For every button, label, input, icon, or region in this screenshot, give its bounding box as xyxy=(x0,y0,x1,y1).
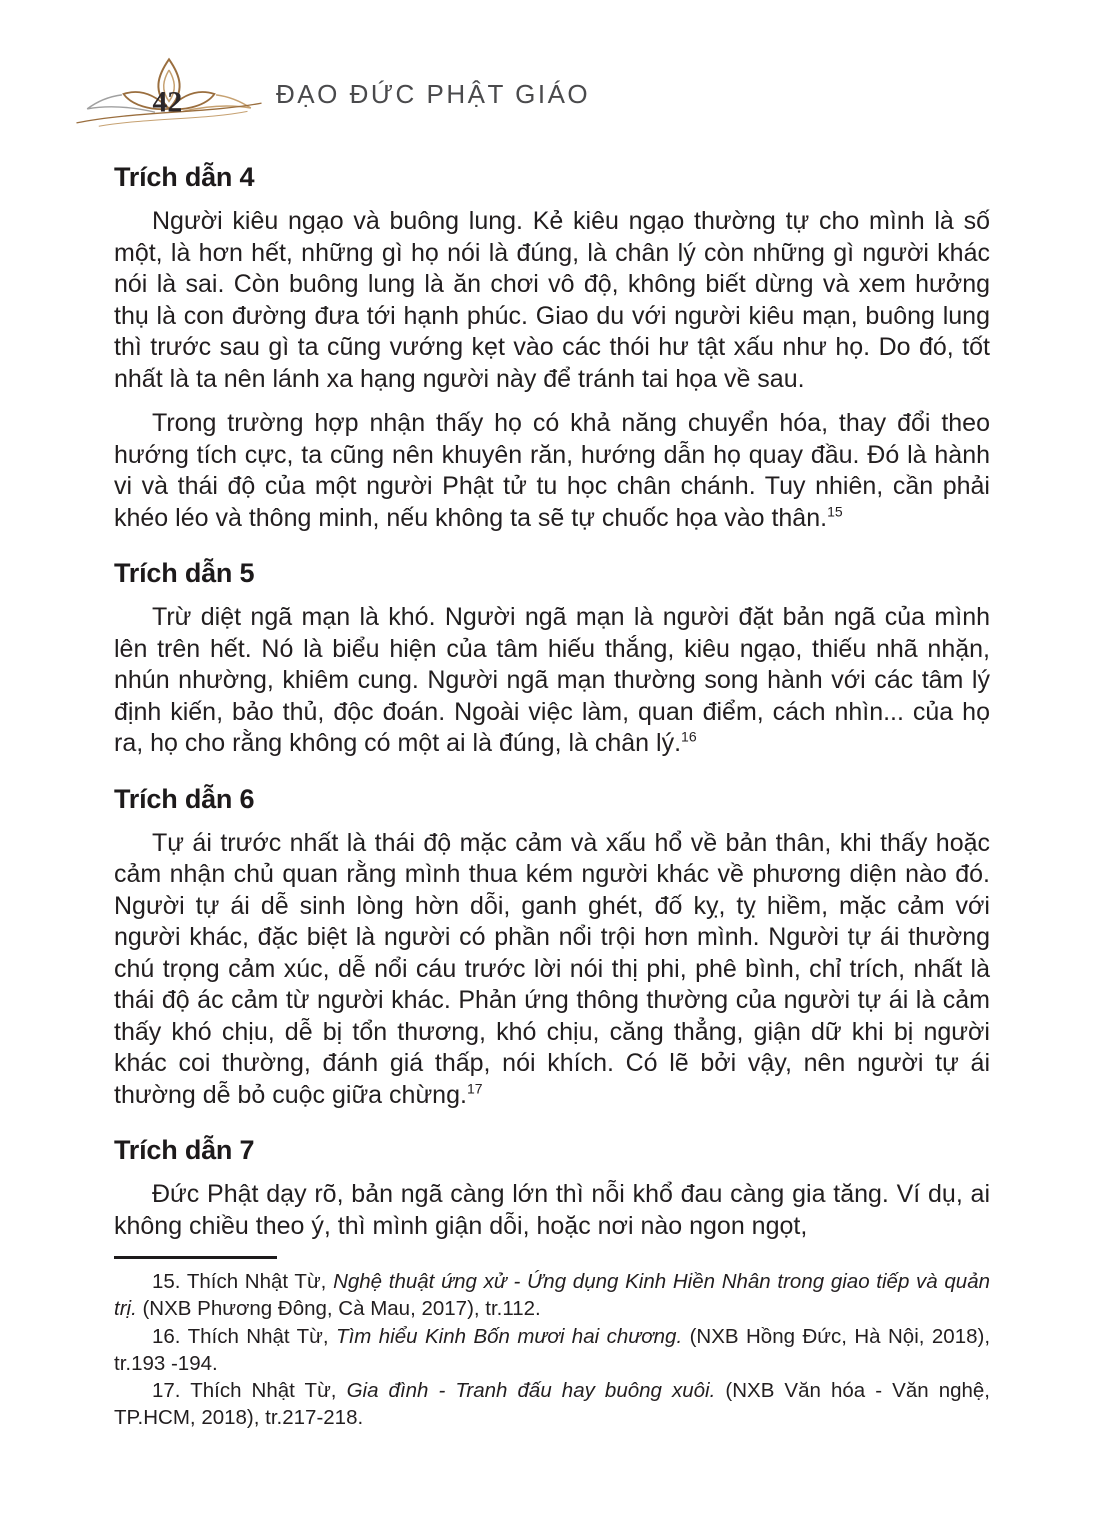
footnote-15 xyxy=(114,1268,990,1323)
section-heading-trich-dan-7: Trích dẫn 7 xyxy=(114,1135,255,1165)
body-paragraph xyxy=(114,828,990,1112)
section-heading-trich-dan-6: Trích dẫn 6 xyxy=(114,783,255,814)
paragraph-text: Đức Phật dạy rõ, bản ngã càng lớn thì nỗi khổ đau càng gia tăng. Ví dụ, ai không chiều theo ý, thì mình giận dỗi, hoặc nơi nào ngon ngọt, xyxy=(114,1180,990,1240)
footnote-author: Thích Nhật Từ, xyxy=(190,1379,347,1402)
body-paragraph xyxy=(114,408,990,534)
running-header-title: ĐẠO ĐỨC PHẬT GIÁO xyxy=(276,78,591,109)
footnote-ref: 15 xyxy=(827,503,843,520)
page-number: 42 xyxy=(152,86,183,119)
paragraph-text: Trừ diệt ngã mạn là khó. Người ngã mạn là người đặt bản ngã của mình lên trên hết. Nó là biểu hiện của tâm hiếu thắng, kiêu ngạo, thiếu nhã nhặn, nhún nhường, khiêm cung. Người ngã mạn thường song hành với các tâm lý định kiến, bảo thủ, độc đoán. Ngoài việc làm, quan điểm, cách nhìn... của họ ra, họ cho rằng không có một ai là đúng, là chân lý. xyxy=(114,603,990,757)
footnote-publisher: (NXB Văn hóa - Văn nghệ, TP.HCM, 2018), tr.217-218. xyxy=(114,1379,991,1430)
paragraph-text: Người kiêu ngạo và buông lung. Kẻ kiêu ngạo thường tự cho mình là số một, là hơn hết, những gì họ nói là đúng, là chân lý còn những gì người khác nói là sai. Còn buông lung là ăn chơi vô độ, không biết dừng và xem hưởng thụ là con đường đưa tới hạnh phúc. Giao du với người kiêu mạn, buông lung thì trước sau gì ta cũng vướng kẹt vào các thói hư tật xấu như họ. Do đó, tốt nhất là ta nên lánh xa hạng người này để tránh tai họa về sau. xyxy=(114,207,990,393)
section-heading-trich-dan-5: Trích dẫn 5 xyxy=(114,558,255,588)
footnote-author: Thích Nhật Từ, xyxy=(187,1324,337,1348)
footnote-ref: 16 xyxy=(681,728,697,745)
footnote-ref: 17 xyxy=(466,1080,483,1097)
footnote-title: Gia đình - Tranh đấu hay buông xuôi. xyxy=(346,1379,716,1402)
body-paragraph xyxy=(114,1179,990,1242)
footnotes-block xyxy=(114,1256,990,1432)
footnote-publisher: (NXB Hồng Đức, Hà Nội, 2018), tr.193 -194. xyxy=(114,1324,991,1375)
paragraph-text: Tự ái trước nhất là thái độ mặc cảm và xấu hổ về bản thân, khi thấy hoặc cảm nhận chủ quan rằng mình thua kém người khác về phương diện nào đó. Người tự ái dễ sinh lòng hờn dỗi, ganh ghét, đố kỵ, tỵ hiềm, mặc cảm với người khác, đặc biệt là người có phần nổi trội hơn mình. Người tự ái thường chú trọng cảm xúc, dễ nổi cáu trước lời nói thị phi, phê bình, chỉ trích, nhất là thái độ ác cảm từ người khác. Phản ứng thông thường của người tự ái là cảm thấy khó chịu, dễ bị tổn thương, khó chịu, căng thẳng, giận dữ khi bị người khác coi thường, đánh giá thấp, nói khích. Có lẽ bởi vậy, nên người tự ái thường dễ bỏ cuộc giữa chừng. xyxy=(114,828,990,1109)
lotus-page-number-icon xyxy=(74,53,264,135)
footnote-number: 17. xyxy=(152,1379,191,1402)
footnote-17 xyxy=(114,1377,990,1432)
footnote-number: 16. xyxy=(152,1324,188,1348)
footnote-16 xyxy=(114,1323,990,1378)
body-paragraph xyxy=(114,206,990,395)
body-paragraph xyxy=(114,602,990,760)
section-heading-trich-dan-4: Trích dẫn 4 xyxy=(114,162,255,192)
footnote-divider xyxy=(114,1256,277,1259)
footnote-title: Tìm hiểu Kinh Bốn mươi hai chương. xyxy=(336,1324,683,1348)
footnote-number: 15. xyxy=(152,1270,187,1293)
footnote-publisher: (NXB Phương Đông, Cà Mau, 2017), tr.112. xyxy=(136,1297,541,1321)
page-header xyxy=(74,52,990,136)
footnote-title: Nghệ thuật ứng xử - Ứng dụng Kinh Hiền Nhân trong giao tiếp và quản trị. xyxy=(114,1270,990,1321)
footnote-author: Thích Nhật Từ, xyxy=(186,1270,334,1293)
paragraph-text: Trong trường hợp nhận thấy họ có khả năng chuyển hóa, thay đổi theo hướng tích cực, ta cũng nên khuyên răn, hướng dẫn họ quay đầu. Đó là hành vi và thái độ của một người Phật tử tu học chân chánh. Tuy nhiên, cần phải khéo léo và thông minh, nếu không ta sẽ tự chuốc họa vào thân. xyxy=(114,409,990,532)
